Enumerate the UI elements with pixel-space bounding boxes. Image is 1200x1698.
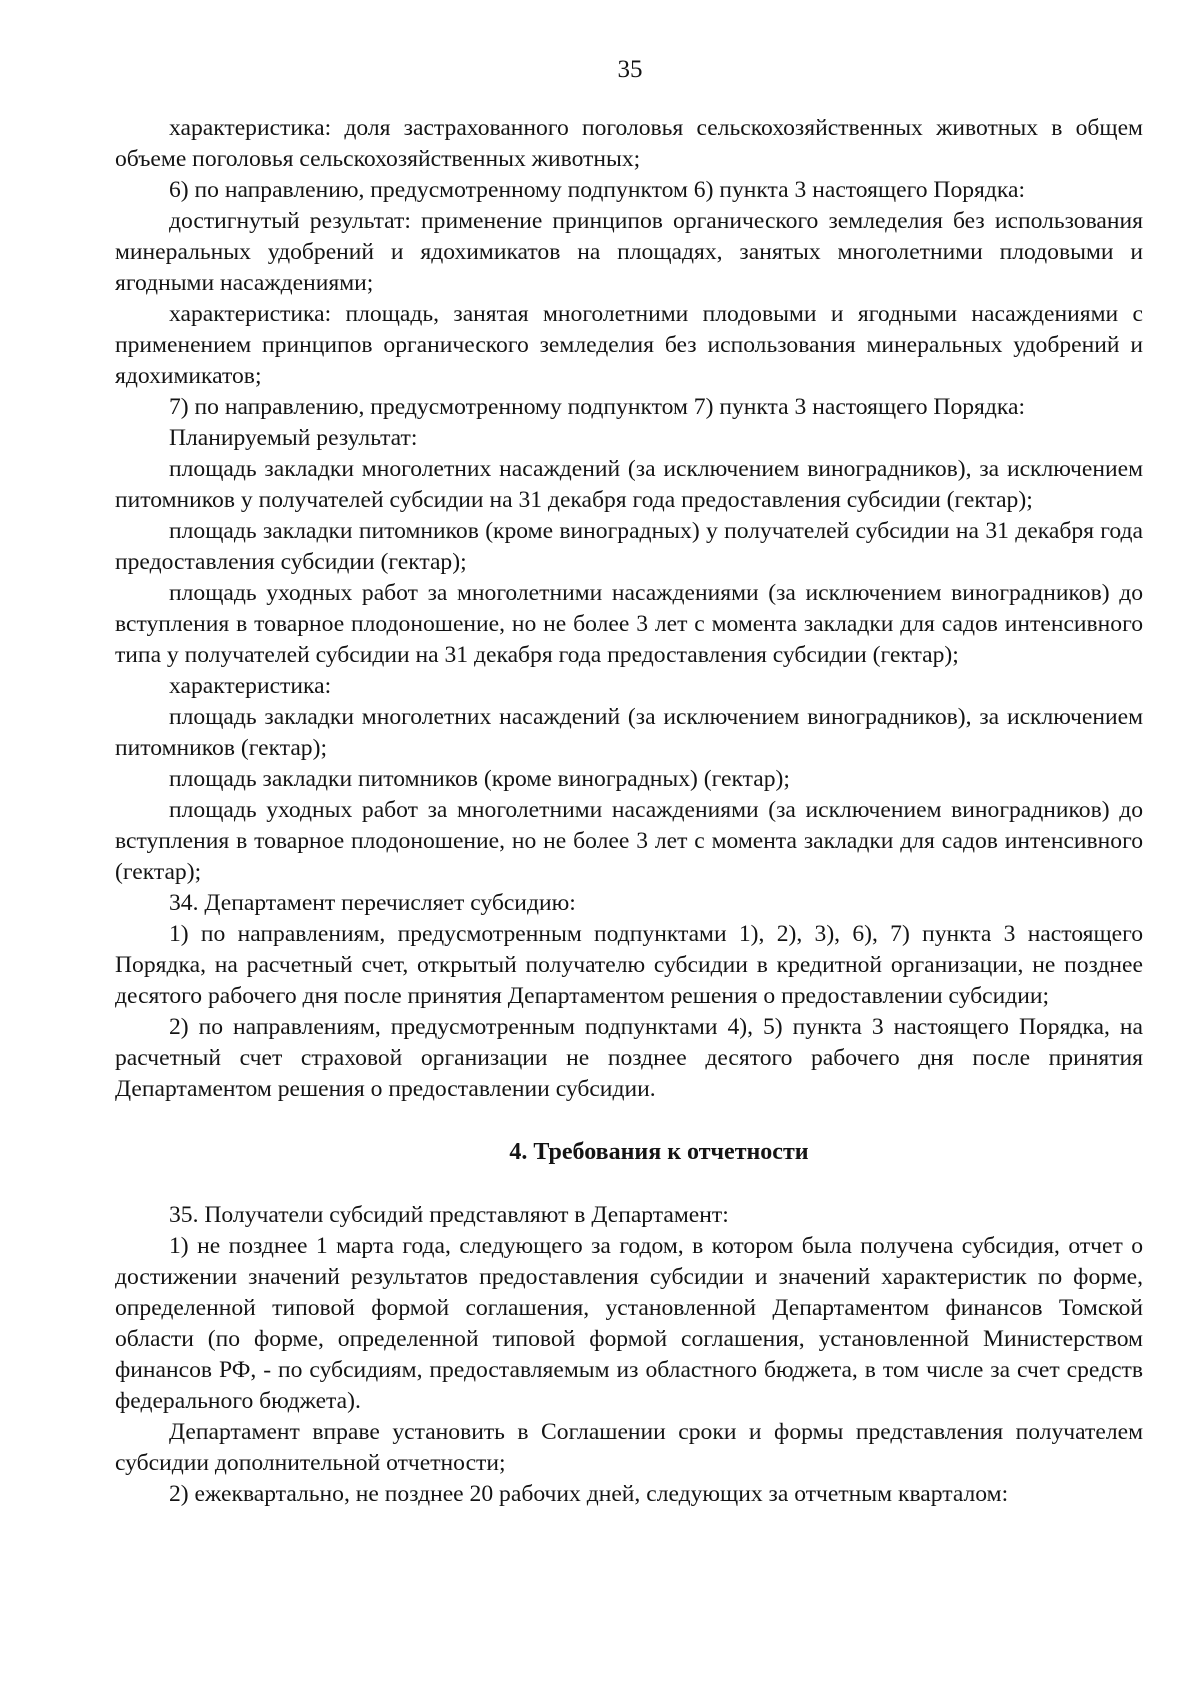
paragraph: площадь закладки многолетних насаждений (за исключением виноградников), за исключением питомников (гектар);	[115, 704, 1143, 761]
paragraph: 1) не позднее 1 марта года, следующего за годом, в котором была получена субсидия, отчет о достижении значений результатов предоставления субсидии и значений характеристик по форме, определенной типовой формой соглашения, установленной Департаментом финансов Томской области (по форме, определенной типовой формой соглашения, установленной Министерством финансов РФ, - по субсидиям, предоставляемым из областного бюджета, в том числе за счет средств федерального бюджета).	[115, 1233, 1143, 1414]
paragraph: 2) ежеквартально, не позднее 20 рабочих дней, следующих за отчетным кварталом:	[169, 1481, 1009, 1507]
paragraph: характеристика: площадь, занятая многолетними плодовыми и ягодными насаждениями с применением принципов органического земледелия без использования минеральных удобрений и ядохимикатов;	[115, 301, 1143, 389]
page-number: 35	[617, 56, 643, 83]
paragraph: Планируемый результат:	[169, 425, 418, 451]
paragraph: 2) по направлениям, предусмотренным подпунктами 4), 5) пункта 3 настоящего Порядка, на расчетный счет страховой организации не позднее десятого рабочего дня после принятия Департаментом решения о предоставлении субсидии.	[115, 1014, 1143, 1102]
paragraph: 1) по направлениям, предусмотренным подпунктами 1), 2), 3), 6), 7) пункта 3 настоящего Порядка, на расчетный счет, открытый получателю субсидии в кредитной организации, не позднее десятого рабочего дня после принятия Департаментом решения о предоставлении субсидии;	[115, 921, 1143, 1009]
paragraph: характеристика: доля застрахованного поголовья сельскохозяйственных животных в общем объеме поголовья сельскохозяйственных животных;	[115, 115, 1143, 172]
document-body	[115, 113, 1143, 1510]
paragraph: площадь закладки питомников (кроме виноградных) у получателей субсидии на 31 декабря года предоставления субсидии (гектар);	[115, 518, 1143, 575]
paragraph: Департамент вправе установить в Соглашении сроки и формы представления получателем субсидии дополнительной отчетности;	[115, 1419, 1143, 1476]
paragraph: площадь уходных работ за многолетними насаждениями (за исключением виноградников) до вступления в товарное плодоношение, но не более 3 лет с момента закладки для садов интенсивного типа у получателей субсидии на 31 декабря года предоставления субсидии (гектар);	[115, 580, 1143, 668]
paragraph: характеристика:	[169, 673, 332, 699]
paragraph: 35. Получатели субсидий представляют в Департамент:	[169, 1202, 729, 1228]
paragraph: площадь уходных работ за многолетними насаждениями (за исключением виноградников) до вступления в товарное плодоношение, но не более 3 лет с момента закладки для садов интенсивного (гектар);	[115, 797, 1143, 885]
paragraph: 34. Департамент перечисляет субсидию:	[169, 890, 576, 916]
section-heading: 4. Требования к отчетности	[509, 1139, 809, 1165]
paragraph: достигнутый результат: применение принципов органического земледелия без использования минеральных удобрений и ядохимикатов на площадях, занятых многолетними плодовыми и ягодными насаждениями;	[115, 208, 1143, 296]
paragraph: площадь закладки многолетних насаждений (за исключением виноградников), за исключением питомников у получателей субсидии на 31 декабря года предоставления субсидии (гектар);	[115, 456, 1143, 513]
paragraph: 6) по направлению, предусмотренному подпунктом 6) пункта 3 настоящего Порядка:	[169, 177, 1026, 203]
paragraph: 7) по направлению, предусмотренному подпунктом 7) пункта 3 настоящего Порядка:	[169, 394, 1026, 420]
paragraph: площадь закладки питомников (кроме виноградных) (гектар);	[169, 766, 790, 792]
